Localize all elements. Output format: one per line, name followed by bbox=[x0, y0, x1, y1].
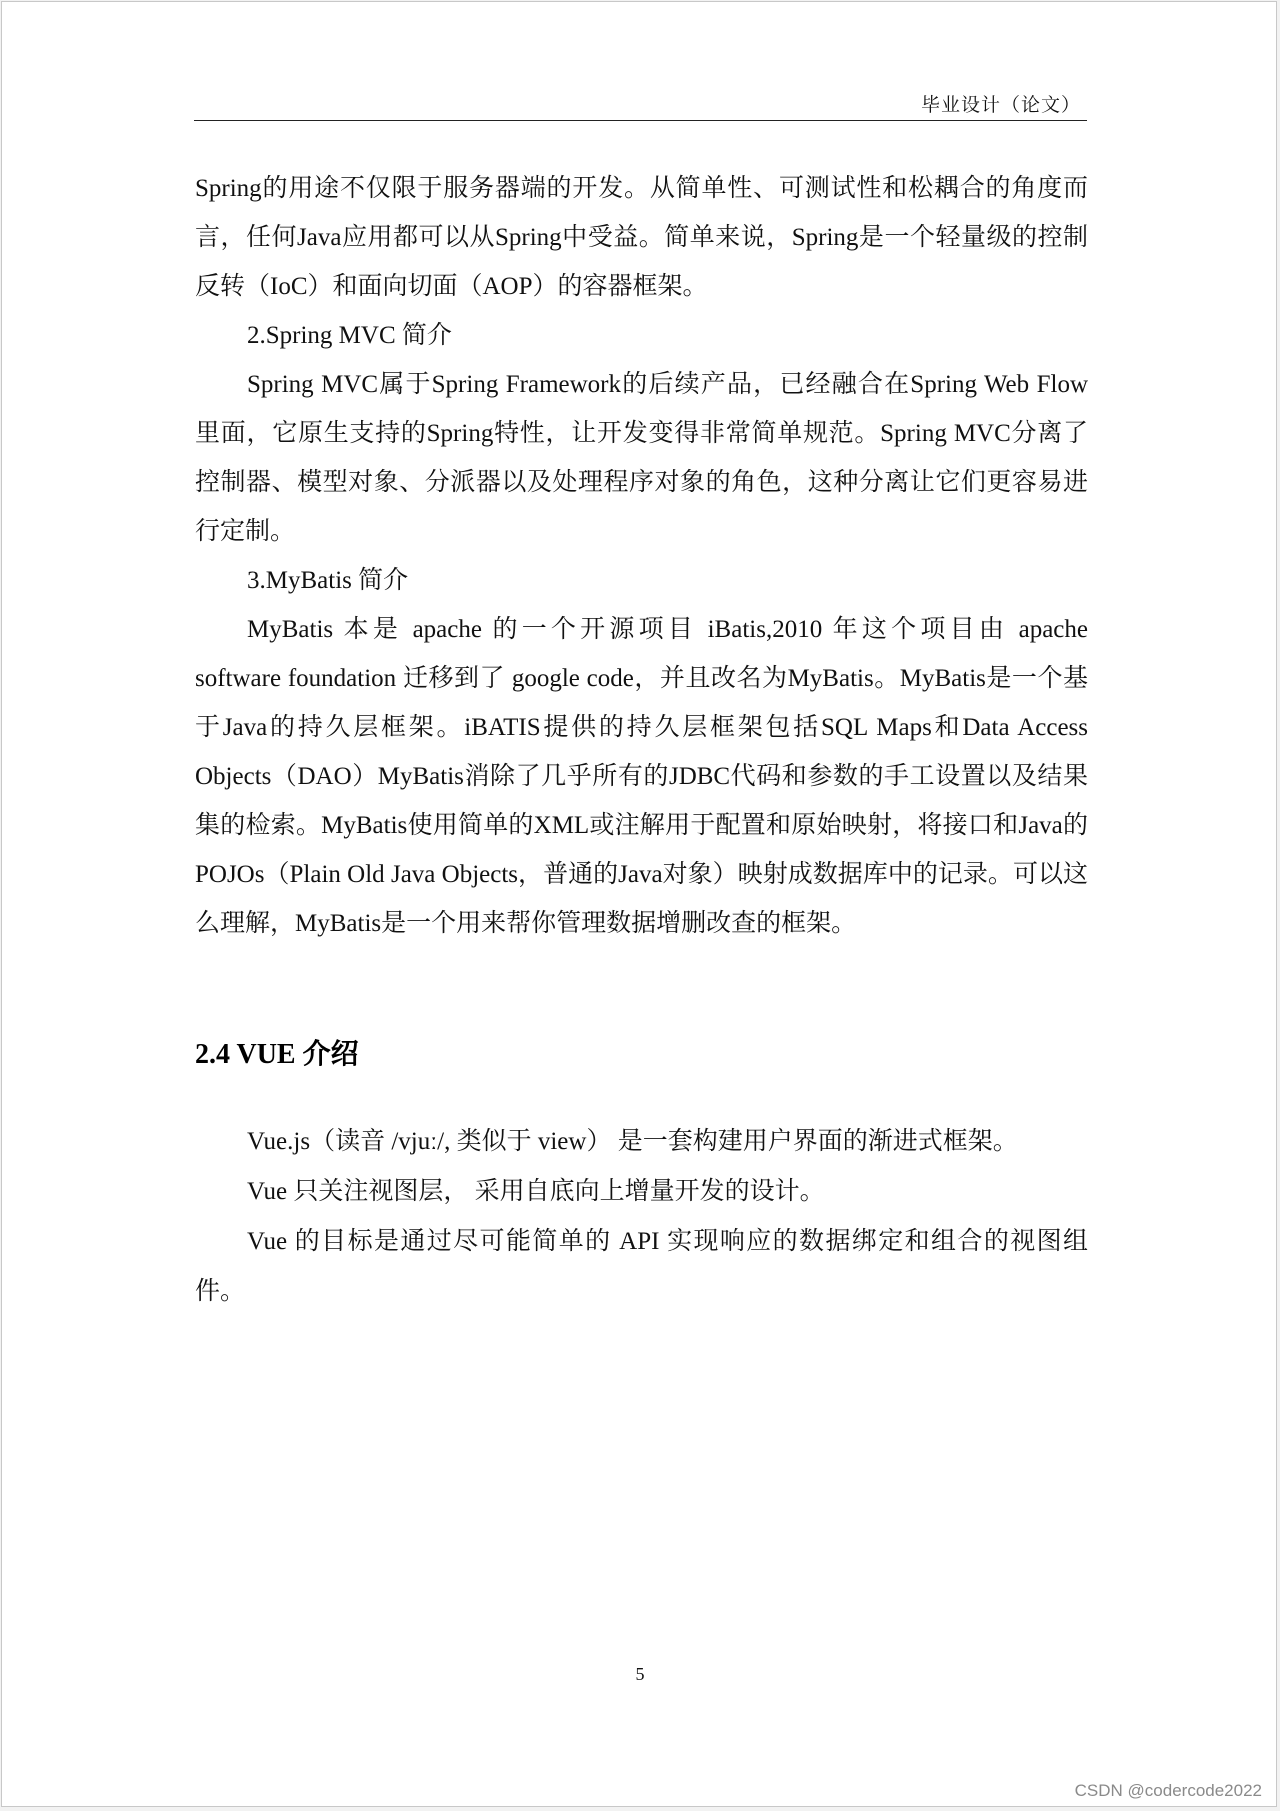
paragraph-spring-mvc: Spring MVC属于Spring Framework的后续产品，已经融合在Spring Web Flow里面，它原生支持的Spring特性，让开发变得非常简单规范。Spring MVC分离了控制器、模型对象、分派器以及处理程序对象的角色，这种分离让它们更容易进行定制。 bbox=[195, 371, 1088, 545]
paragraph-vue-goal: Vue 的目标是通过尽可能简单的 API 实现响应的数据绑定和组合的视图组件。 bbox=[195, 1228, 1088, 1305]
subheading-spring-mvc: 2.Spring MVC 简介 bbox=[247, 322, 452, 349]
paragraph-spring-overview: Spring的用途不仅限于服务器端的开发。从简单性、可测试性和松耦合的角度而言，任何Java应用都可以从Spring中受益。简单来说，Spring是一个轻量级的控制反转（IoC）和面向切面（AOP）的容器框架。 bbox=[195, 175, 1088, 300]
document-page bbox=[1, 1, 1277, 1807]
running-header: 毕业设计（论文） bbox=[920, 94, 1081, 116]
paragraph-vue-view-layer: Vue 只关注视图层， 采用自底向上增量开发的设计。 bbox=[247, 1178, 825, 1205]
header-divider bbox=[194, 120, 1087, 121]
subheading-mybatis: 3.MyBatis 简介 bbox=[247, 567, 409, 594]
csdn-watermark: CSDN @codercode2022 bbox=[1074, 1781, 1262, 1800]
body-text bbox=[195, 164, 1088, 948]
paragraph-vue-intro: Vue.js（读音 /vjuː/, 类似于 view） 是一套构建用户界面的渐进式框架。 bbox=[247, 1128, 1018, 1155]
vue-text bbox=[195, 1117, 1088, 1317]
section-heading-vue: 2.4 VUE 介绍 bbox=[195, 1039, 359, 1070]
page-number: 5 bbox=[635, 1664, 645, 1684]
paragraph-mybatis: MyBatis 本是 apache 的一个开源项目 iBatis,2010 年这个项目由 apache software foundation 迁移到了 google code，并且改名为MyBatis。MyBatis是一个基于Java的持久层框架。iBATIS提供的持久层框架包括SQL Maps和Data Access Objects（DAO）MyBatis消除了几乎所有的JDBC代码和参数的手工设置以及结果集的检索。MyBatis使用简单的XML或注解用于配置和原始映射，将接口和Java的POJOs（Plain Old Java Objects，普通的Java对象）映射成数据库中的记录。可以这么理解，MyBatis是一个用来帮你管理数据增删改查的框架。 bbox=[195, 616, 1088, 937]
